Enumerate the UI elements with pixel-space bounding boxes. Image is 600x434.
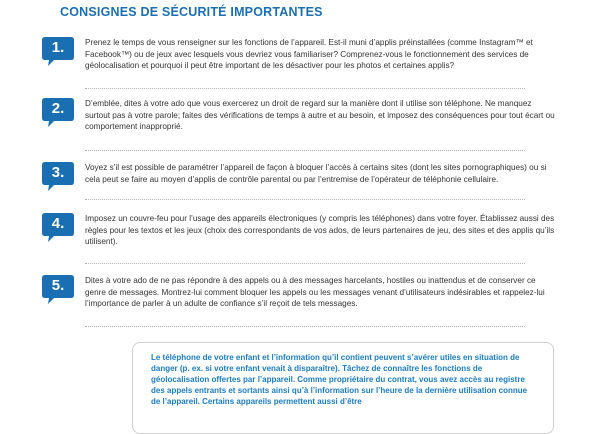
number-badge [42, 275, 74, 301]
page-title: CONSIGNES DE SÉCURITÉ IMPORTANTES [60, 5, 323, 19]
divider [85, 199, 525, 200]
tip-text: Prenez le temps de vous renseigner sur les fonctions de l’appareil. Est-il muni d’applis préinstallées (comme Instagram™ et Facebook™) ou de jeux avec lesquels vous devriez vous familiariser? Comprenez-vous le fonctionnement des services de géolocalisation et pourquoi il peut être important de les désactiver pour les photos et certaines applis? [85, 38, 533, 71]
callout-text: Le téléphone de votre enfant et l’information qu’il contient peuvent s’avérer utiles en situation de danger (p. ex. si votre enfant venait à disparaître). Tâchez de connaître les fonctions de géolocalisation offertes par l’appareil. Comme propriétaire du contrat, vous avez accès au registre des appels entrants et sortants ainsi qu’à l’information sur l’heure de la dernière utilisation connue de l’appareil. Certains appareils permettent aussi d’être [151, 353, 528, 406]
divider [85, 150, 525, 151]
number-badge [42, 37, 74, 63]
number-badge [42, 162, 74, 188]
divider [85, 88, 525, 89]
info-callout [132, 342, 554, 434]
divider [85, 263, 525, 264]
tip-number: 1. [51, 39, 65, 56]
tip-text: D’emblée, dites à votre ado que vous exercerez un droit de regard sur la manière dont il utilise son téléphone. Ne manquez surtout pas à votre parole; faites des vérifications de temps à autre et au besoin, et imposez des conséquences pour tout écart ou comportement inapproprié. [85, 99, 555, 132]
tip-number: 5. [51, 277, 65, 294]
tip-number: 4. [51, 215, 65, 232]
divider [85, 326, 525, 327]
tip-text: Imposez un couvre-feu pour l’usage des appareils électroniques (y compris les téléphones) dans votre foyer. Établissez aussi des règles pour les textos et les jeux (choix des correspondants de vos ados, de leurs partenaires de jeu, des sites et des applis qu’ils utilisent). [85, 214, 555, 247]
number-badge [42, 98, 74, 124]
tip-text: Dites à votre ado de ne pas répondre à des appels ou à des messages harcelants, hostiles ou inattendus et de conserver ce genre de messages. Montrez-lui comment bloquer les appels ou les messages venant d’utilisateurs indésirables et rappelez-lui l’importance de parler à un adulte de confiance s’il reçoit de tels messages. [85, 276, 545, 309]
tip-text: Voyez s’il est possible de paramétrer l’appareil de façon à bloquer l’accès à certains sites (dont les sites pornographiques) ou si cela peut se faire au moyen d’applis de contrôle parental ou par l’entremise de l’opérateur de téléphonie cellulaire. [85, 163, 547, 184]
tip-number: 2. [51, 100, 65, 117]
tip-number: 3. [51, 164, 65, 181]
number-badge [42, 213, 74, 239]
